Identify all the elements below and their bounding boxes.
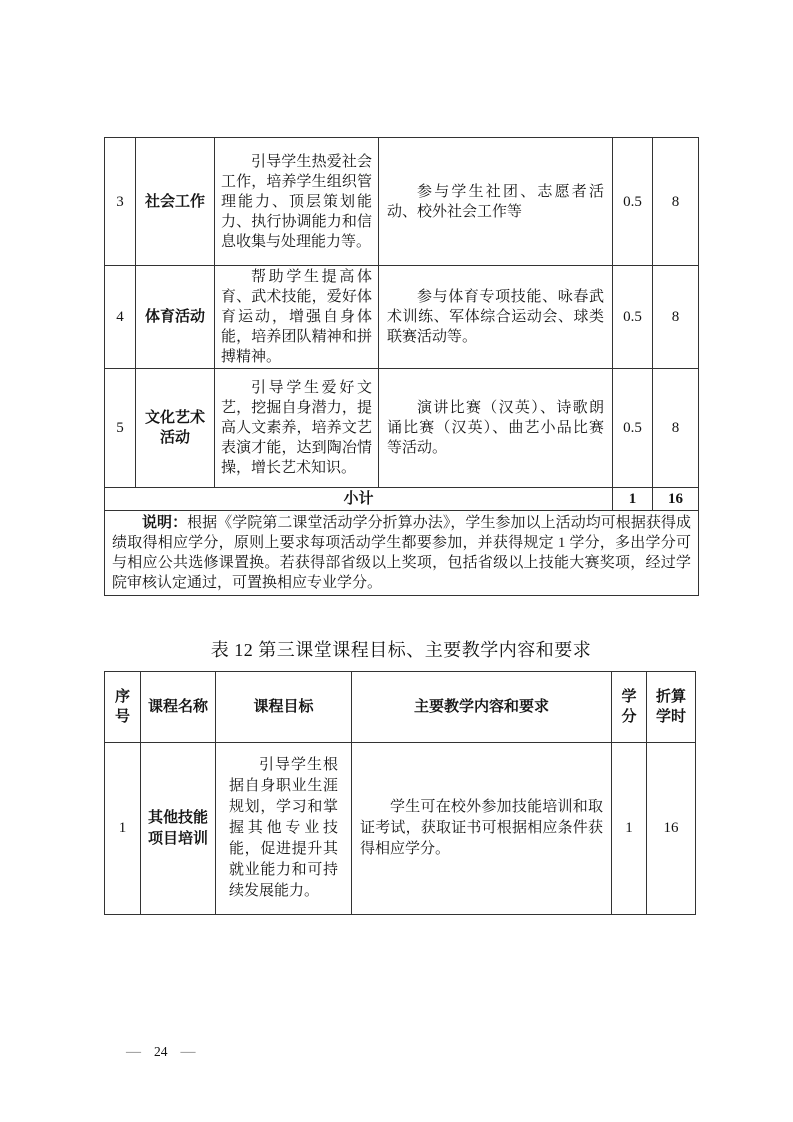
credit-value: 1 [612, 743, 647, 915]
table-row [105, 743, 696, 915]
course-content: 参与学生社团、志愿者活动、校外社会工作等 [379, 138, 613, 266]
hours-value: 8 [653, 369, 699, 488]
course-goal: 引导学生爱好文艺，挖掘自身潜力，提高人文素养，培养文艺表演才能，达到陶冶情操，增长艺术知识。 [215, 369, 379, 488]
table-row [105, 369, 699, 488]
course-goal: 引导学生热爱社会工作，培养学生组织管理能力、顶层策划能力、执行协调能力和信息收集与处理能力等。 [215, 138, 379, 266]
second-classroom-table [104, 137, 699, 596]
course-name: 其他技能项目培训 [141, 743, 216, 915]
row-number: 5 [105, 369, 136, 488]
row-number: 3 [105, 138, 136, 266]
course-name: 体育活动 [136, 266, 215, 369]
footer-right-dash: — [180, 1044, 196, 1060]
credit-value: 0.5 [613, 138, 653, 266]
header-credit: 学分 [612, 672, 647, 743]
table-row [105, 138, 699, 266]
subtotal-label: 小计 [105, 488, 613, 511]
course-goal: 引导学生根据自身职业生涯规划，学习和掌握其他专业技能，促进提升其就业能力和可持续发展能力。 [216, 743, 352, 915]
course-name: 社会工作 [136, 138, 215, 266]
table-row [105, 266, 699, 369]
page-footer [126, 1044, 196, 1060]
hours-value: 16 [647, 743, 696, 915]
course-name: 文化艺术活动 [136, 369, 215, 488]
third-classroom-table [104, 671, 696, 915]
note-label: 说明： [142, 515, 188, 531]
table-caption: 表 12 第三课堂课程目标、主要教学内容和要求 [210, 640, 592, 660]
course-content: 演讲比赛（汉英）、诗歌朗诵比赛（汉英）、曲艺小品比赛等活动。 [379, 369, 613, 488]
page-number: 24 [154, 1044, 168, 1059]
credit-value: 0.5 [613, 369, 653, 488]
subtotal-row [105, 488, 699, 511]
header-course-name: 课程名称 [141, 672, 216, 743]
note-cell [105, 511, 699, 596]
course-goal: 帮助学生提高体育、武术技能，爱好体育运动，增强自身体能，培养团队精神和拼搏精神。 [215, 266, 379, 369]
header-no: 序号 [105, 672, 141, 743]
header-course-goal: 课程目标 [216, 672, 352, 743]
course-content: 参与体育专项技能、咏春武术训练、军体综合运动会、球类联赛活动等。 [379, 266, 613, 369]
hours-value: 8 [653, 266, 699, 369]
note-text: 根据《学院第二课堂活动学分折算办法》，学生参加以上活动均可根据获得成绩取得相应学分，原则上要求每项活动学生都要参加，并获得规定 1 学分，多出学分可与相应公共选修课置换。若获得部省级以上奖项，包括省级以上技能大赛奖项，经过学院审核认定通过，可置换相应专业学分。 [112, 515, 691, 591]
header-content: 主要教学内容和要求 [352, 672, 612, 743]
note-row [105, 511, 699, 596]
hours-value: 8 [653, 138, 699, 266]
subtotal-credit: 1 [613, 488, 653, 511]
header-hours: 折算学时 [647, 672, 696, 743]
row-number: 1 [105, 743, 141, 915]
credit-value: 0.5 [613, 266, 653, 369]
row-number: 4 [105, 266, 136, 369]
subtotal-hours: 16 [653, 488, 699, 511]
header-row [105, 672, 696, 743]
course-content: 学生可在校外参加技能培训和取证考试，获取证书可根据相应条件获得相应学分。 [352, 743, 612, 915]
footer-left-dash: — [126, 1044, 141, 1060]
